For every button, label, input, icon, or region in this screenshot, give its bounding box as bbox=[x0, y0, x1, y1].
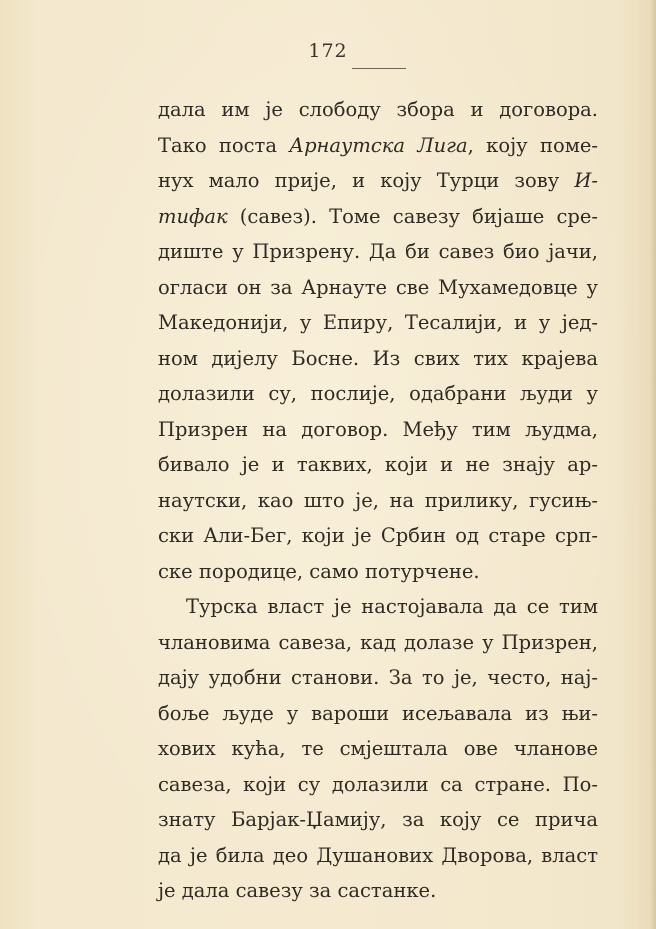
text-run: члановима савеза, кад долазе у Призрен, bbox=[158, 630, 598, 654]
text-run: Призрен на договор. Међу тим људма, bbox=[158, 417, 598, 441]
text-run: је дала савезу за састанке. bbox=[158, 879, 437, 902]
text-run: Турска власт је настојавала да се тим bbox=[186, 595, 598, 618]
text-run: боље људе у вароши исељавала из њи- bbox=[158, 701, 598, 725]
text-run: дају удобни станови. За то је, често, нај- bbox=[158, 666, 598, 689]
text-run: (савез). Томе савезу бијаше сре- bbox=[227, 204, 598, 228]
text-run: дала им је слободу збора и договора. bbox=[158, 98, 598, 121]
text-line bbox=[158, 163, 598, 199]
page-number: 172 bbox=[308, 40, 348, 62]
page-number-rule bbox=[352, 68, 406, 69]
text-run: Тако поста bbox=[158, 133, 290, 157]
text-line bbox=[158, 518, 598, 554]
text-run: нух мало прије, и коју Турци зову bbox=[158, 169, 575, 192]
text-run: ски Али-Бег, који је Србин од старе срп- bbox=[158, 524, 598, 547]
text-line bbox=[158, 447, 598, 483]
text-run: огласи он за Арнауте све Мухамедовце у bbox=[158, 275, 598, 299]
text-line bbox=[158, 234, 598, 270]
text-run: да је била део Душанових Дворова, власт bbox=[158, 843, 598, 867]
text-run: ном дијелу Босне. Из свих тих крајева bbox=[158, 346, 598, 370]
text-run: диште у Призрену. Да би савез био јачи, bbox=[158, 240, 598, 263]
text-run: , коју поме- bbox=[467, 133, 598, 157]
text-line bbox=[158, 483, 598, 519]
text-line bbox=[158, 412, 598, 448]
text-line bbox=[158, 625, 598, 661]
text-line bbox=[158, 660, 598, 696]
text-line bbox=[158, 696, 598, 732]
text-line bbox=[158, 767, 598, 803]
text-line bbox=[158, 92, 598, 128]
body-text bbox=[158, 92, 598, 909]
text-line bbox=[158, 341, 598, 377]
text-run: ске породице, само потурчене. bbox=[158, 559, 480, 583]
text-run: Македонији, у Епиру, Тесалији, и у јед- bbox=[158, 311, 598, 334]
text-line bbox=[158, 128, 598, 164]
italic-term: И- bbox=[574, 169, 598, 192]
text-run: хових кућа, те смјештала ове чланове bbox=[158, 737, 598, 760]
text-line bbox=[158, 554, 598, 590]
text-line bbox=[158, 731, 598, 767]
text-run: савеза, који су долазили са стране. По- bbox=[158, 772, 598, 796]
text-line bbox=[158, 305, 598, 341]
text-line bbox=[158, 802, 598, 838]
text-line bbox=[158, 376, 598, 412]
italic-term: Арнаутска Лига bbox=[289, 133, 468, 157]
page-edge-shadow bbox=[650, 0, 656, 929]
text-line bbox=[158, 270, 598, 306]
text-run: бивало је и таквих, који и не знају ар- bbox=[158, 453, 598, 476]
text-run: наутски, као што је, на прилику, гусињ- bbox=[158, 488, 598, 512]
italic-term: тифак bbox=[158, 204, 228, 228]
text-line bbox=[158, 589, 598, 625]
text-run: долазили су, послије, одабрани људи у bbox=[158, 382, 598, 405]
text-line bbox=[158, 873, 598, 909]
text-run: знату Барјак-Џамију, за коју се прича bbox=[158, 808, 598, 831]
text-line bbox=[158, 199, 598, 235]
text-line bbox=[158, 838, 598, 874]
